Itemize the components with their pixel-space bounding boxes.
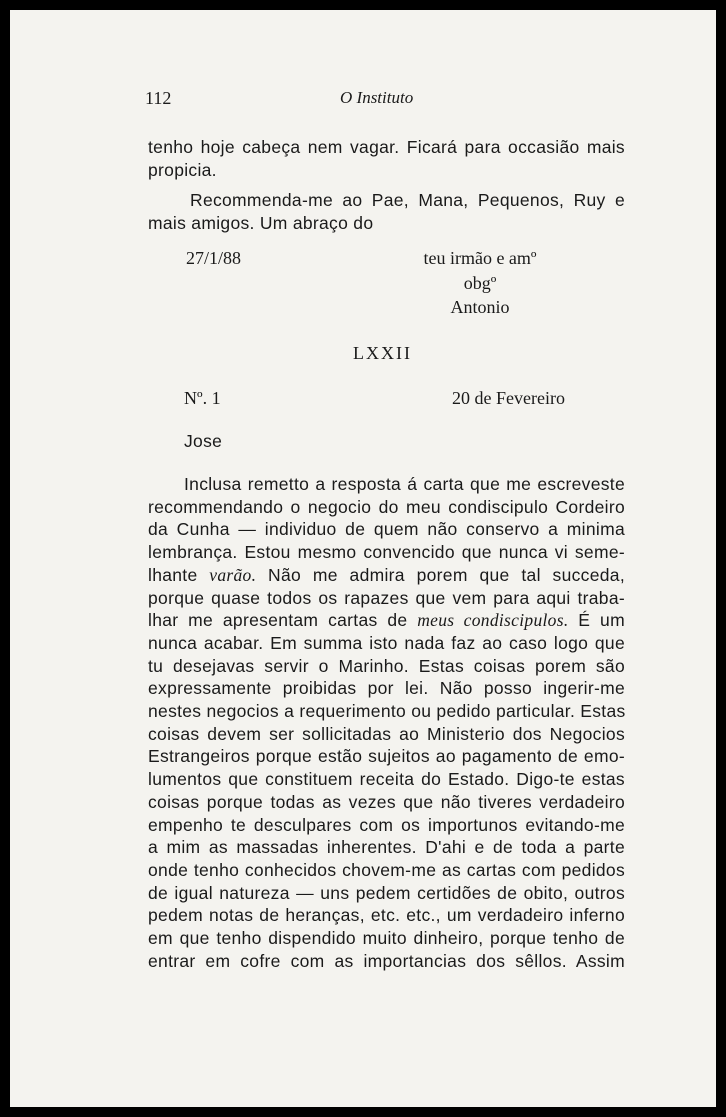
letter-heading: LXXII — [353, 343, 412, 363]
letter-number: Nº. 1 — [184, 388, 221, 408]
body-line — [184, 474, 625, 495]
body-line — [148, 678, 625, 699]
body-line — [148, 905, 625, 926]
body-text: coisas porque todas as vezes que não tiveres verdadeiro — [148, 791, 625, 812]
body-text: pedem notas de heranças, etc. etc., um verdadeiro inferno — [148, 905, 625, 926]
body-text: nestes negocios a requerimento ou pedido particular. Estas — [148, 701, 626, 721]
body-line — [148, 837, 625, 858]
text-line: propicia. — [148, 160, 217, 180]
body-line — [148, 792, 625, 813]
body-line — [148, 656, 625, 677]
body-line — [148, 497, 625, 518]
body-line — [148, 746, 625, 767]
body-line — [148, 860, 625, 881]
body-text: coisas devem ser sollicitadas ao Ministerio dos Negocios — [148, 723, 625, 744]
body-text: lembrança. Estou mesmo convencido que nunca vi seme- — [148, 542, 625, 563]
body-line — [148, 565, 625, 586]
body-line — [148, 815, 625, 836]
page-number: 112 — [145, 88, 172, 108]
body-line — [148, 610, 625, 631]
emphasis: varão. — [209, 564, 257, 585]
signature-line: obgº — [463, 273, 497, 293]
body-line — [148, 542, 625, 563]
body-text: Estrangeiros porque estão sujeitos ao pagamento de emo- — [148, 746, 625, 767]
body-text: empenho te desculpares com os importunos evitando-me — [148, 814, 625, 835]
body-text: nunca acabar. Em summa isto nada faz ao caso logo que — [148, 632, 625, 653]
signature-line: teu irmão e amº — [423, 248, 537, 268]
body-text: da Cunha — individuo de quem não conservo a minima — [148, 519, 625, 540]
body-text: lhar me apresentam cartas de — [148, 610, 418, 631]
page — [10, 10, 716, 1107]
closing-date: 27/1/88 — [186, 248, 242, 268]
letter-date: 20 de Fevereiro — [452, 388, 565, 408]
body-text: lhante — [148, 564, 210, 585]
body-line — [148, 883, 625, 904]
text-line: mais amigos. Um abraço do — [148, 213, 374, 233]
body-text: onde tenho conhecidos chovem-me as cartas com pedidos — [148, 859, 625, 880]
body-line — [148, 701, 625, 722]
body-text: recommendando o negocio do meu condiscipulo Cordeiro — [148, 496, 625, 517]
emphasis: meus condiscipulos. — [417, 610, 569, 631]
body-text: a mim as massadas inherentes. D'ahi e de toda a parte — [148, 837, 625, 858]
body-line — [148, 519, 625, 540]
body-text: tu desejavas servir o Marinho. Estas coisas porem são — [148, 655, 625, 676]
text-line: Recommenda-me ao Pae, Mana, Pequenos, Ruy e — [190, 190, 625, 210]
body-line — [148, 724, 625, 745]
body-text: entrar em cofre com as importancias dos sêllos. Assim — [148, 950, 625, 971]
salutation: Jose — [184, 431, 223, 451]
body-text: em que tenho dispendido muito dinheiro, porque tenho de — [148, 928, 625, 948]
running-title: O Instituto — [340, 88, 414, 107]
body-text: Não me admira porem que tal succeda, — [256, 564, 625, 585]
text-line: tenho hoje cabeça nem vagar. Ficará para occasião mais — [148, 137, 625, 157]
body-line — [148, 588, 625, 609]
body-text: Inclusa remetto a resposta á carta que me escreveste — [184, 474, 625, 494]
body-line — [148, 928, 625, 949]
body-line — [148, 769, 625, 790]
body-text: de igual natureza — uns pedem certidões de obito, outros — [148, 882, 625, 903]
body-text: lumentos que constituem receita do Estado. Digo-te estas — [148, 769, 625, 790]
body-text: expressamente proibidas por lei. Não posso ingerir-me — [148, 678, 625, 699]
body-text: porque quase todos os rapazes que vem para aqui traba- — [148, 587, 625, 608]
body-line — [148, 633, 625, 654]
signature-line: Antonio — [450, 297, 510, 317]
body-line — [148, 951, 625, 972]
body-text: É um — [568, 610, 625, 631]
